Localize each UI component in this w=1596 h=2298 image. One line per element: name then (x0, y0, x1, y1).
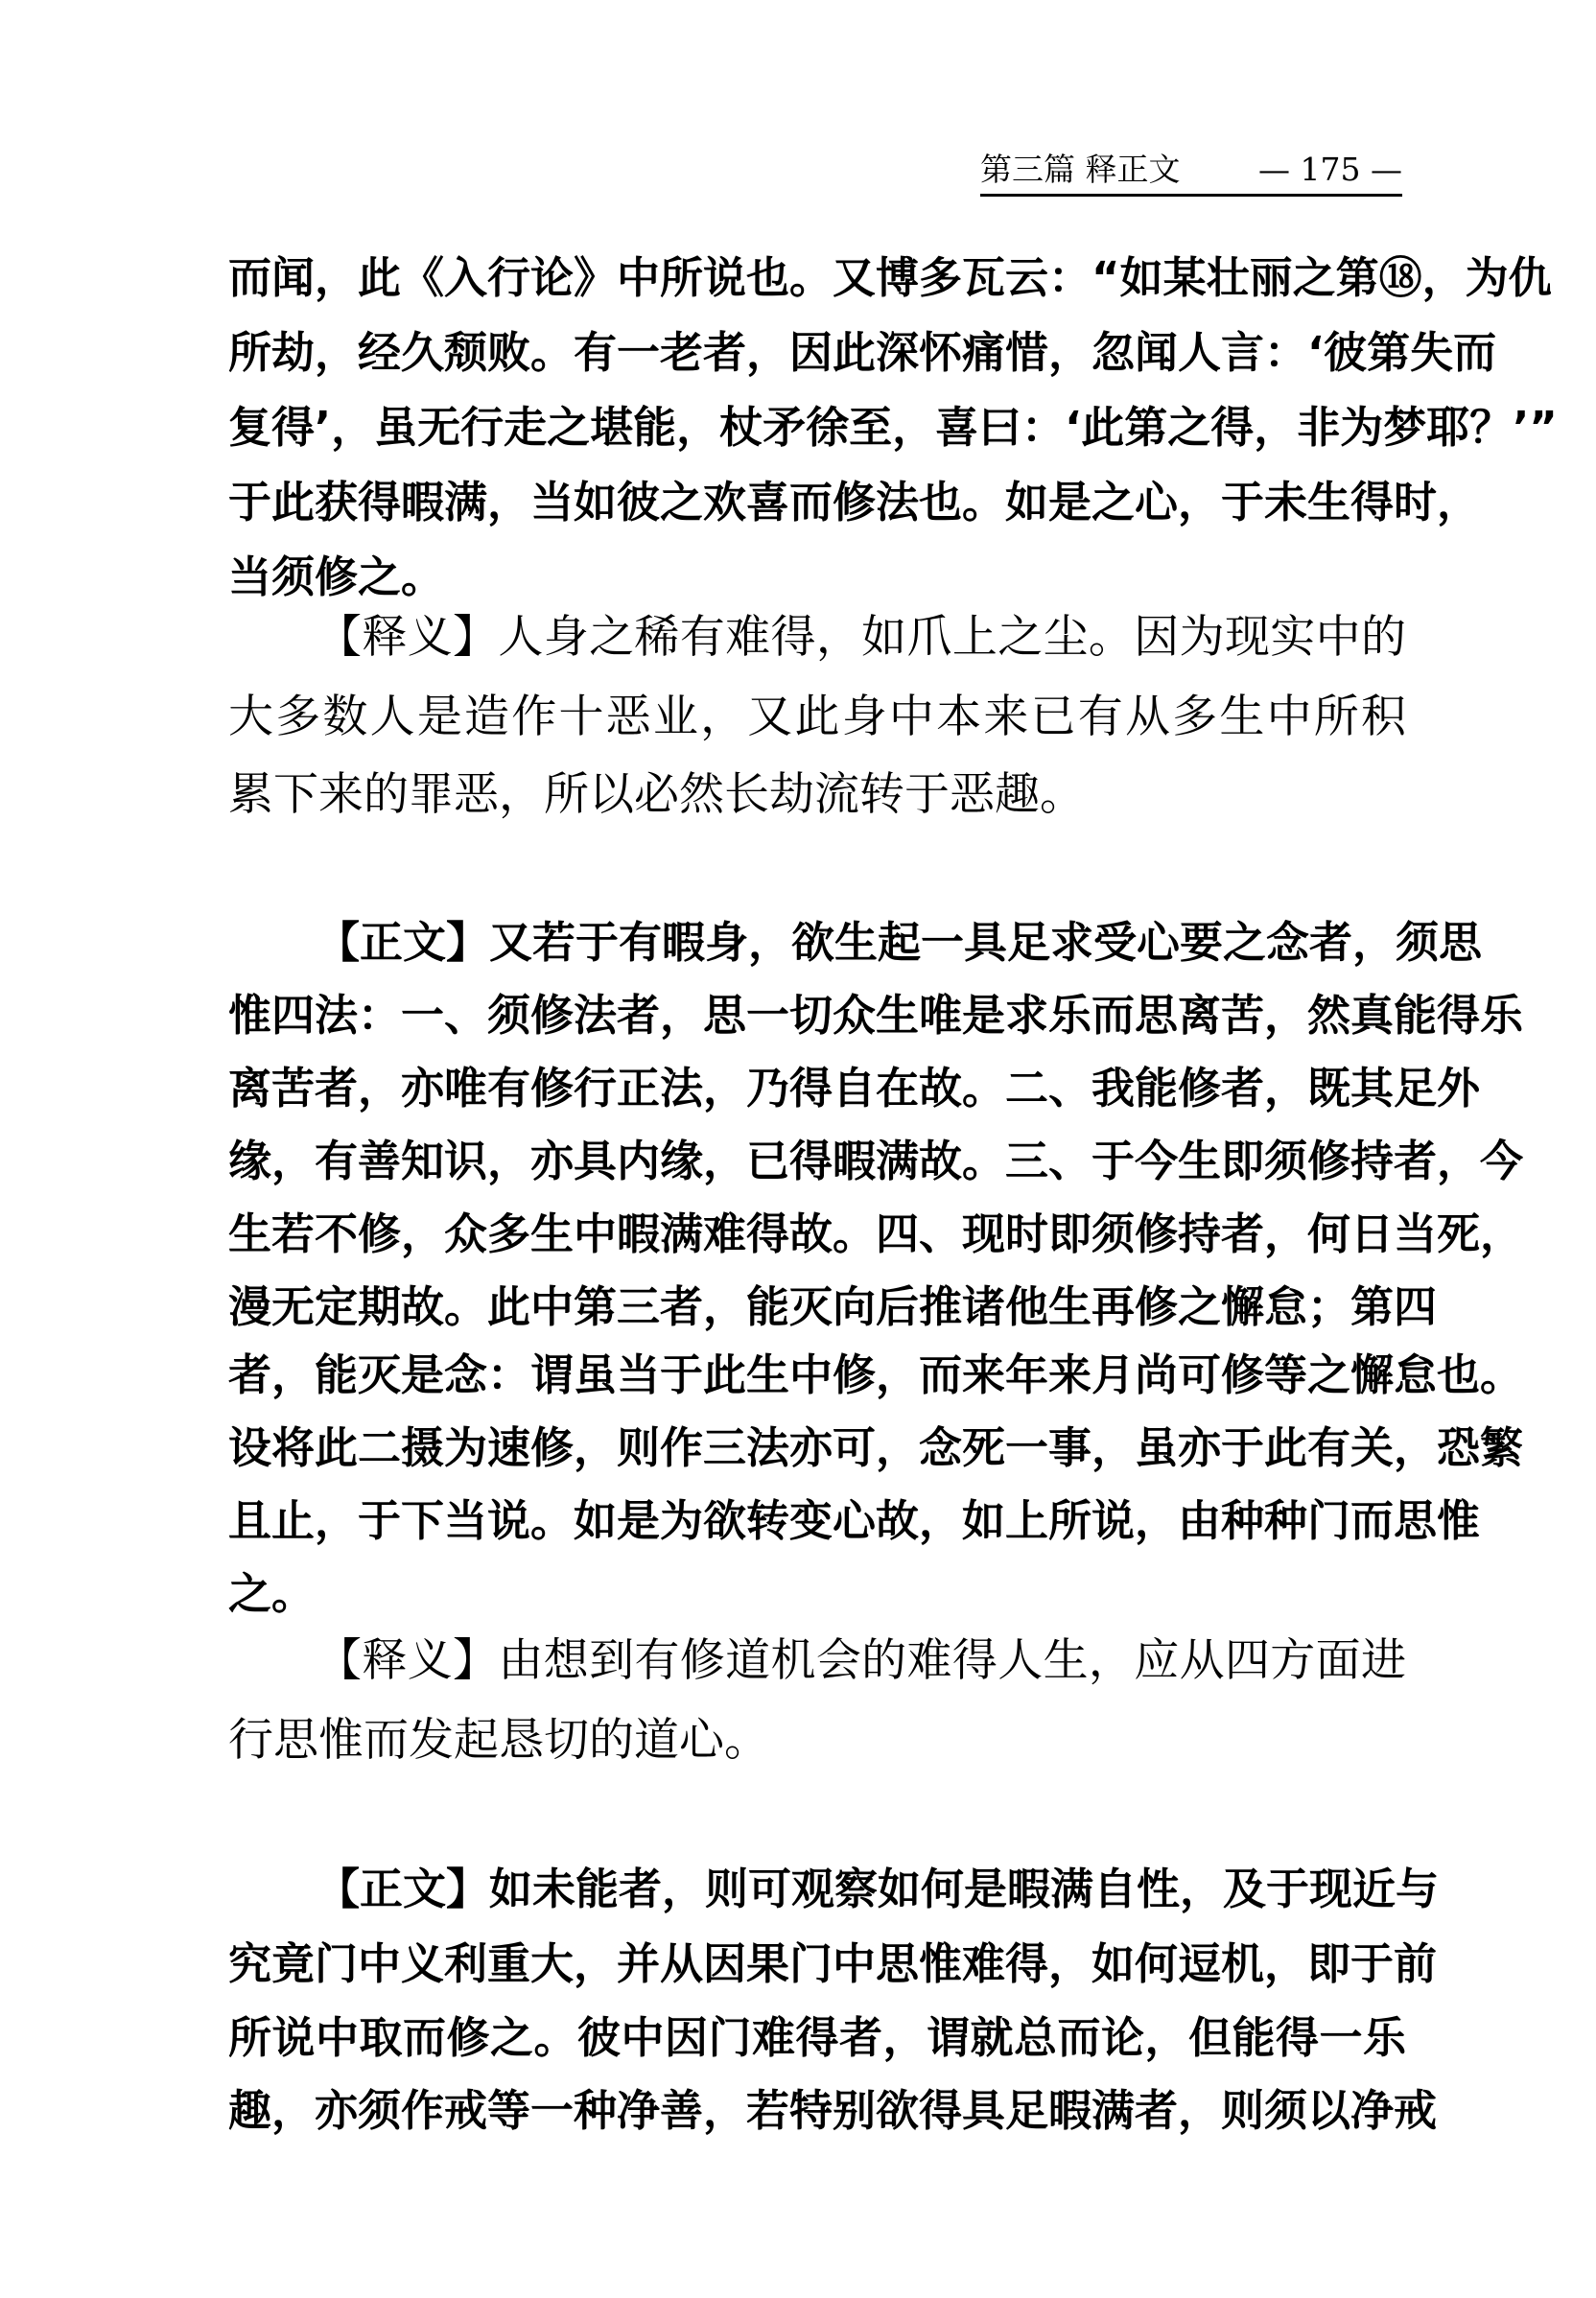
header-rule (980, 194, 1402, 197)
section-title: 第三篇 释正文 (980, 151, 1181, 188)
text-line: 所劫，经久颓败。有一老者，因此深怀痛惜，忽闻人言：‘彼第失而 (228, 327, 1497, 378)
text-line: 大多数人是造作十恶业，又此身中本来已有从多生中所积 (228, 691, 1406, 743)
text-line: 复得’，虽无行走之堪能，杖矛徐至，喜曰：‘此第之得，非为梦耶？’” (228, 402, 1558, 453)
text-line: 惟四法：一、须修法者，思一切众生唯是求乐而思离苦，然真能得乐 (228, 990, 1524, 1041)
text-line: 而闻，此《入行论》中所说也。又博多瓦云：“如某壮丽之第⑱，为仇 (228, 252, 1552, 303)
text-line: 者，能灭是念：谓虽当于此生中修，而来年来月尚可修等之懈怠也。 (228, 1349, 1524, 1400)
text-line: 【释义】人身之稀有难得，如爪上之尘。因为现实中的 (317, 611, 1406, 664)
header-text (980, 146, 1402, 194)
text-line: 且止，于下当说。如是为欲转变心故，如上所说，由种种门而思惟 (228, 1495, 1481, 1546)
text-line: 【释义】由想到有修道机会的难得人生，应从四方面进 (317, 1634, 1406, 1687)
text-line: 【正文】如未能者，则可观察如何是暇满自性，及于现近与 (317, 1864, 1440, 1914)
text-line: 设将此二摄为速修，则作三法亦可，念死一事，虽亦于此有关，恐繁 (228, 1422, 1524, 1473)
text-line: 离苦者，亦唯有修行正法，乃得自在故。二、我能修者，既其足外 (228, 1063, 1481, 1114)
text-line: 累下来的罪恶，所以必然长劫流转于恶趣。 (228, 768, 1085, 821)
page-number: — 175 — (1258, 151, 1402, 188)
text-line: 于此获得暇满，当如彼之欢喜而修法也。如是之心，于未生得时， (228, 477, 1481, 528)
text-line: 当须修之。 (228, 551, 445, 602)
text-line: 究竟门中义利重大，并从因果门中思惟难得，如何逗机，即于前 (228, 1938, 1438, 1989)
text-line: 之。 (228, 1568, 316, 1619)
text-line: 缘，有善知识，亦具内缘，已得暇满故。三、于今生即须修持者，今 (228, 1136, 1524, 1186)
text-line: 趣，亦须作戒等一种净善，若特别欲得具足暇满者，则须以净戒 (228, 2085, 1438, 2136)
text-line: 生若不修，众多生中暇满难得故。四、现时即须修持者，何日当死， (228, 1208, 1524, 1259)
text-line: 行思惟而发起恳切的道心。 (228, 1714, 769, 1767)
text-line: 漫无定期故。此中第三者，能灭向后推诸他生再修之懈怠；第四 (228, 1281, 1438, 1332)
text-line: 所说中取而修之。彼中因门难得者，谓就总而论，但能得一乐 (228, 2012, 1406, 2063)
text-line: 【正文】又若于有暇身，欲生起一具足求受心要之念者，须思 (317, 917, 1483, 968)
